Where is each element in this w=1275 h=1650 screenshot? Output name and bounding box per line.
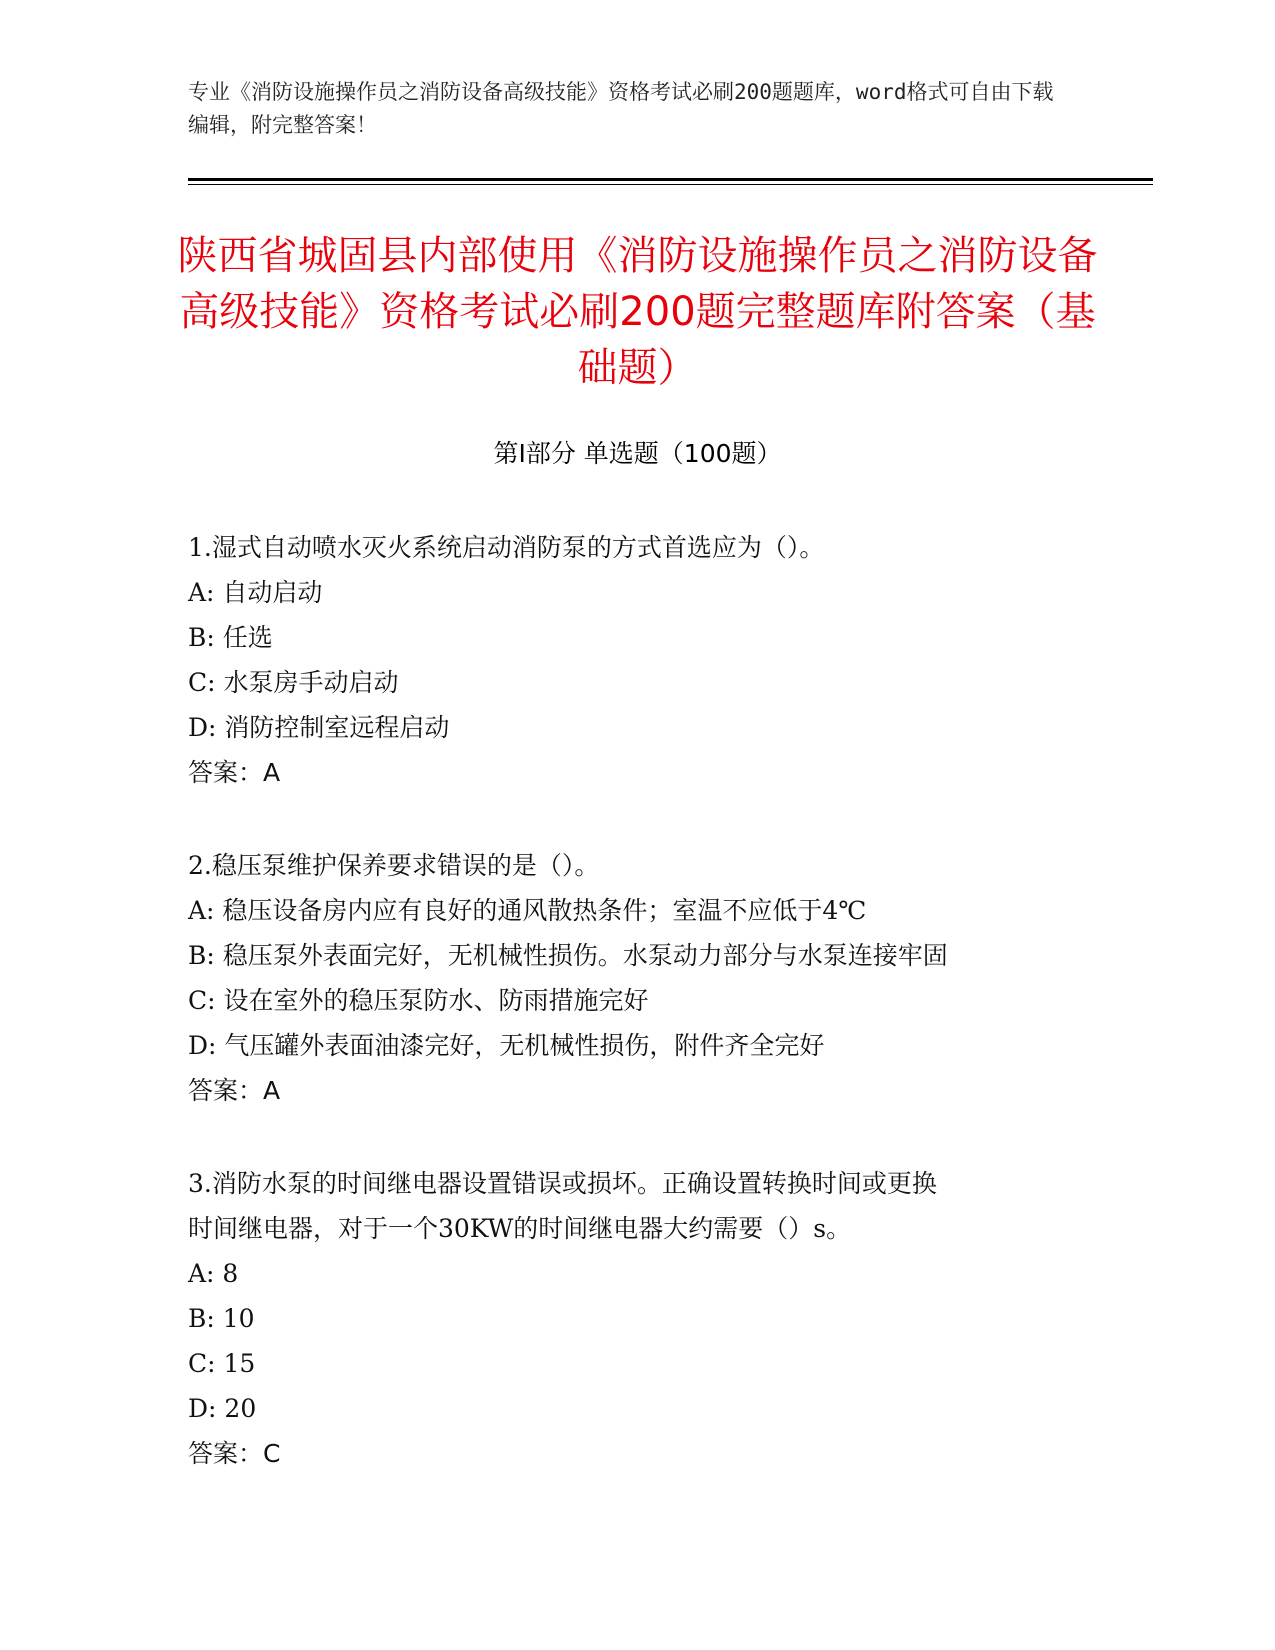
answer: 答案：A (188, 1076, 281, 1105)
option-c: C: 设在室外的稳压泵防水、防雨措施完好 (188, 986, 649, 1015)
option-d: D: 20 (188, 1394, 257, 1423)
question-stem: 1.湿式自动喷水灭火系统启动消防泵的方式首选应为（）。 (188, 533, 825, 562)
question-1 (188, 525, 1088, 795)
option-d: D: 气压罐外表面油漆完好，无机械性损伤，附件齐全完好 (188, 1031, 825, 1060)
option-c: C: 15 (188, 1349, 256, 1378)
header-divider-thick (188, 178, 1153, 181)
section-title: 第I部分 单选题（100题） (493, 439, 782, 468)
question-stem: 2.稳压泵维护保养要求错误的是（）。 (188, 851, 600, 880)
option-c: C: 水泵房手动启动 (188, 668, 399, 697)
header-divider-thin (188, 184, 1153, 185)
option-b: B: 任选 (188, 623, 273, 652)
question-stem-line-1: 3.消防水泵的时间继电器设置错误或损坏。正确设置转换时间或更换 (188, 1169, 937, 1198)
answer: 答案：C (188, 1439, 281, 1468)
option-a: A: 稳压设备房内应有良好的通风散热条件；室温不应低于4℃ (188, 896, 867, 925)
document-title: 陕西省城固县内部使用《消防设施操作员之消防设备高级技能》资格考试必刷200题完整题库附答案（基础题） (177, 233, 1098, 391)
option-a: A: 自动启动 (188, 578, 323, 607)
question-2 (188, 843, 1088, 1113)
option-b: B: 稳压泵外表面完好，无机械性损伤。水泵动力部分与水泵连接牢固 (188, 941, 948, 970)
header-note: 专业《消防设施操作员之消防设备高级技能》资格考试必刷200题题库，word格式可自由下载编辑，附完整答案！ (188, 80, 1054, 137)
answer: 答案：A (188, 758, 281, 787)
option-d: D: 消防控制室远程启动 (188, 713, 450, 742)
option-a: A: 8 (188, 1259, 239, 1288)
question-3 (188, 1161, 1088, 1476)
question-stem-line-2: 时间继电器，对于一个30KW的时间继电器大约需要（）s。 (188, 1214, 852, 1243)
option-b: B: 10 (188, 1304, 255, 1333)
